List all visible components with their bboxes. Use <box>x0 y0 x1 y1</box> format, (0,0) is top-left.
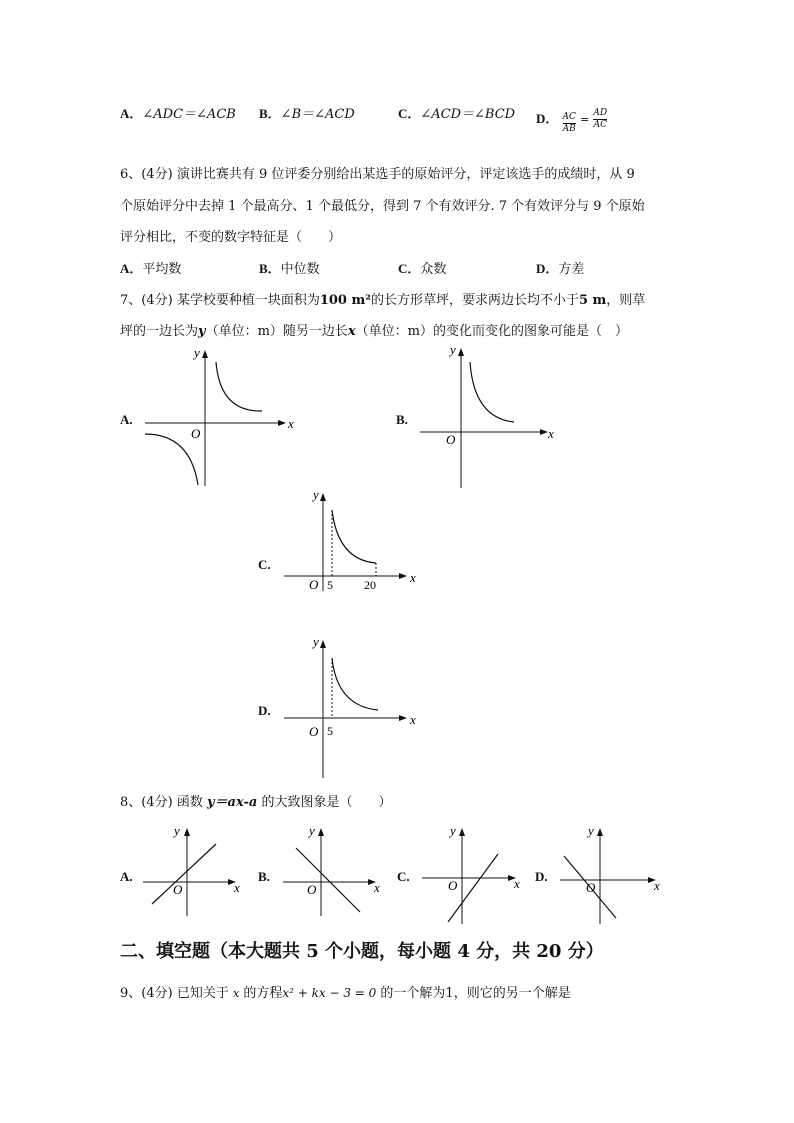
svg-text:x: x <box>654 878 660 893</box>
x-axis-label: x <box>410 712 416 727</box>
x-axis-arrow <box>399 715 407 721</box>
svg-text:O: O <box>307 882 317 897</box>
q8-option-a-label: A. <box>120 869 133 884</box>
q7-graph-b <box>418 340 568 490</box>
y-axis-arrow <box>202 350 208 358</box>
option-text: ∠ADC＝∠ACB <box>142 107 236 122</box>
q6-line-1: 6、(4分) 演讲比赛共有 9 位评委分别给出某选手的原始评分，评定该选手的成绩时，从 9 <box>120 167 635 182</box>
line-decreasing <box>296 848 360 912</box>
x-axis-label: x <box>288 416 294 431</box>
hyperbola-branch-q3 <box>145 434 198 485</box>
q7-line-2: 坪的一边长为y（单位：m）随另一边长x（单位：m）的变化而变化的图象可能是（ ） <box>120 324 628 339</box>
y-axis-label: y <box>450 342 456 357</box>
fraction-ad-ac: $\frac{AD}{AC}$ <box>593 108 608 130</box>
hyperbola-branch-q1 <box>216 362 262 411</box>
origin-label: O <box>191 426 201 441</box>
y-axis-label: y <box>313 634 319 649</box>
q6-option-d: D．方差 <box>536 261 585 277</box>
q7-option-b-label: B. <box>396 412 408 427</box>
x-axis-arrow <box>540 429 548 435</box>
y-axis-label: y <box>194 345 200 360</box>
origin-label: O <box>309 577 319 592</box>
q8-graph-d <box>558 818 673 928</box>
svg-text:y: y <box>588 823 594 838</box>
q7-option-d-label: D. <box>258 703 271 718</box>
equals-sign: = <box>580 113 590 126</box>
hyperbola-segment <box>332 510 376 563</box>
q9-line: 9、(4分) 已知关于 x 的方程x² + kx − 3 = 0 的一个解为1，则它的另一个解是 <box>120 986 571 1001</box>
q8-option-c-label: C. <box>397 869 410 884</box>
y-axis-arrow <box>320 493 326 501</box>
q7-line-1: 7、(4分) 某学校要种植一块面积为100 m²的长方形草坪，要求两边长均不小于5 m，则草 <box>120 293 646 308</box>
q6-option-c: C．众数 <box>398 261 447 277</box>
tick-label-5: 5 <box>327 578 333 592</box>
svg-text:x: x <box>514 876 520 891</box>
fraction-ac-ab: $\frac{AC}{AB}$ <box>562 112 576 134</box>
q7-graph-d <box>282 630 432 780</box>
svg-text:y: y <box>309 823 315 838</box>
x-axis-label: x <box>548 426 554 441</box>
option-text: ∠ACD＝∠BCD <box>420 107 516 122</box>
x-axis-label: x <box>410 570 416 585</box>
q8-graph-c <box>420 818 535 928</box>
tick-label-5: 5 <box>327 724 333 738</box>
svg-text:O: O <box>448 878 458 893</box>
hyperbola-branch <box>470 362 514 422</box>
y-axis-label: y <box>313 487 319 502</box>
svg-text:y: y <box>450 823 456 838</box>
svg-text:y: y <box>174 823 180 838</box>
option-text: ∠B＝∠ACD <box>280 107 355 122</box>
q7-option-c-label: C. <box>258 557 271 572</box>
section-heading-fill-in: 二、填空题（本大题共 5 个小题，每小题 4 分，共 20 分） <box>120 941 604 962</box>
q8-graph-a <box>140 818 255 918</box>
q7-option-a-label: A. <box>120 412 133 427</box>
q7-graph-a <box>140 340 300 490</box>
svg-text:x: x <box>234 880 240 895</box>
y-axis-arrow <box>458 348 464 356</box>
q6-option-a: A．平均数 <box>120 261 182 277</box>
option-label: C． <box>398 106 421 121</box>
q8-option-b-label: B. <box>258 869 270 884</box>
q6-option-b: B．中位数 <box>259 261 320 277</box>
q8-line: 8、(4分) 函数 y＝ax-a 的大致图象是（ ） <box>120 795 392 810</box>
option-label: B． <box>259 106 281 121</box>
q7-graph-c <box>282 485 432 595</box>
option-label: A． <box>120 106 143 121</box>
q6-line-2: 个原始评分中去掉 1 个最高分、1 个最低分，得到 7 个有效评分. 7 个有效评分与 9 个原始 <box>120 199 645 214</box>
svg-text:x: x <box>374 880 380 895</box>
svg-text:O: O <box>173 882 183 897</box>
hyperbola-branch <box>332 658 378 710</box>
tick-label-20: 20 <box>364 578 376 592</box>
x-axis-arrow <box>278 420 286 426</box>
y-axis-arrow <box>320 640 326 648</box>
q8-graph-b <box>280 818 395 918</box>
q6-line-3: 评分相比，不变的数字特征是（ ） <box>120 230 342 245</box>
q5-option-d <box>536 104 607 135</box>
svg-text:O: O <box>586 880 596 895</box>
line-increasing <box>152 844 216 904</box>
origin-label: O <box>309 724 319 739</box>
x-axis-arrow <box>399 573 407 579</box>
q8-option-d-label: D. <box>535 869 548 884</box>
q5-option-c <box>398 106 515 123</box>
option-label: D． <box>536 111 559 126</box>
q5-option-b <box>259 106 355 123</box>
q5-option-a <box>120 106 236 123</box>
origin-label: O <box>446 432 456 447</box>
